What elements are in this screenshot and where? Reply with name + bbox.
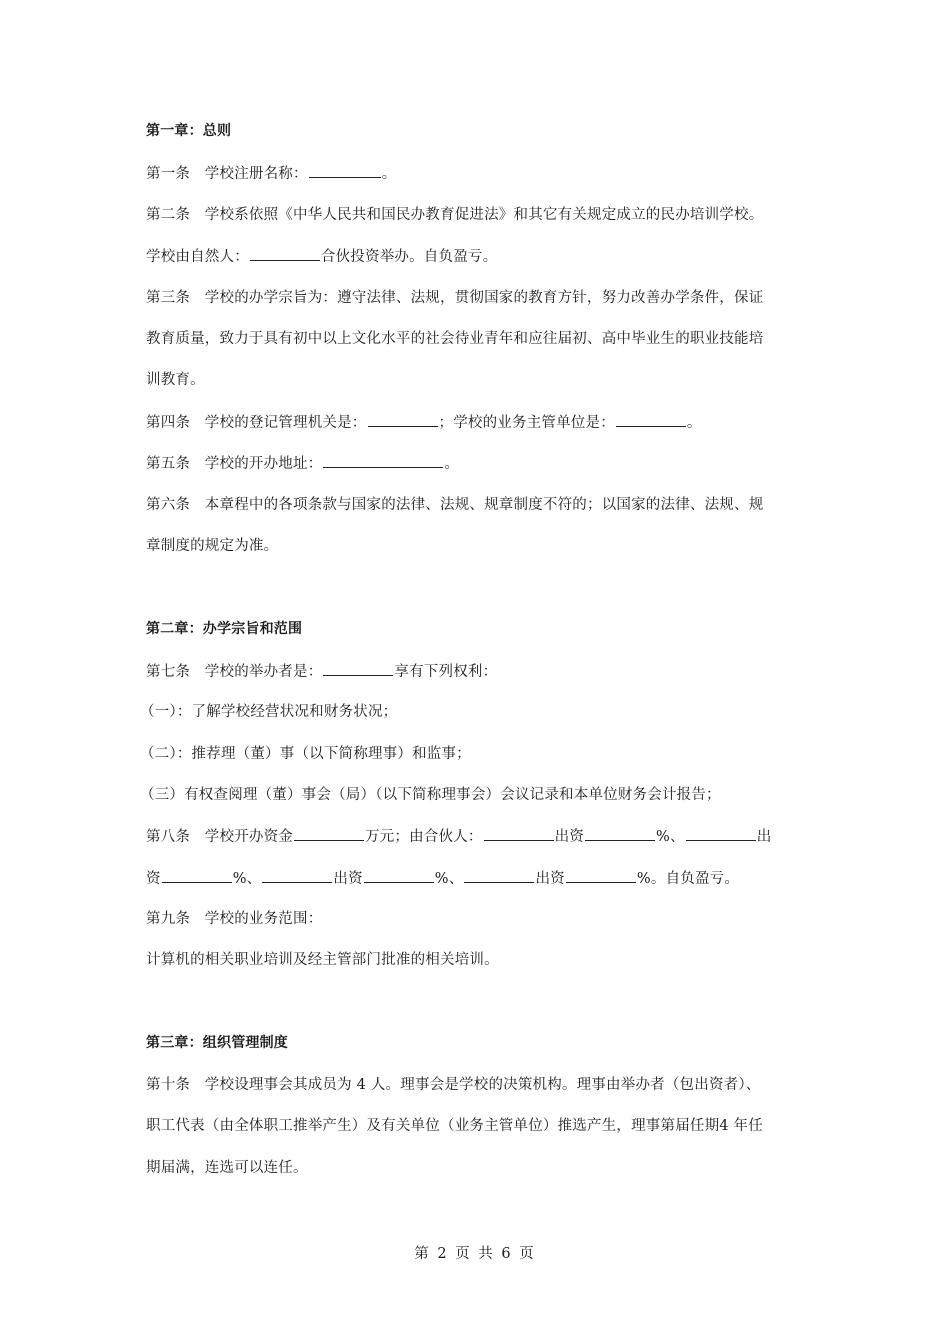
article-10-line-2: 职工代表（由全体职工推举产生）及有关单位（业务主管单位）推选产生，理事第届任期4 年任 [146, 1118, 763, 1134]
article-8-zi: 资 [146, 871, 161, 887]
article-5-text: 第五条 学校的开办地址： [146, 456, 323, 472]
article-8-pct: %、 [656, 829, 685, 845]
article-2-line-2 [146, 246, 497, 267]
fill-in-blank [585, 826, 655, 841]
article-8-pct: %、 [232, 871, 262, 887]
fill-in-blank [364, 868, 434, 883]
article-7-text: 第七条 学校的举办者是： [146, 664, 323, 680]
article-8-wan: 万元；由合伙人： [365, 829, 483, 845]
fill-in-blank [162, 868, 232, 883]
article-4-text: 第四条 学校的登记管理机关是： [146, 415, 367, 431]
fill-in-blank [464, 868, 534, 883]
article-9-line-1: 第九条 学校的业务范围： [146, 911, 323, 927]
fill-in-blank [262, 868, 332, 883]
chapter-3-heading: 第三章：组织管理制度 [146, 1035, 288, 1051]
article-9-line-2: 计算机的相关职业培训及经主管部门批准的相关培训。 [146, 952, 499, 968]
right-item-3: （三）有权查阅理（董）事会（局）（以下简称理事会）会议记录和本单位财务会计报告； [140, 787, 721, 803]
chapter-2-heading: 第二章：办学宗旨和范围 [146, 621, 303, 637]
article-7 [146, 661, 497, 682]
article-1-text: 第一条 学校注册名称： [146, 166, 308, 182]
article-2-line-1: 第二条 学校系依照《中华人民共和国民办教育促进法》和其它有关规定成立的民办培训学校。 [146, 207, 764, 223]
fill-in-blank [484, 826, 554, 841]
article-5-suffix: 。 [444, 456, 460, 472]
article-2-suffix: 合伙投资举办。自负盈亏。 [320, 249, 498, 265]
article-8-pct: %、 [434, 871, 464, 887]
article-4-suffix: 。 [686, 415, 702, 431]
page-number-footer: 第 2 页 共 6 页 [414, 1246, 536, 1262]
article-1 [146, 163, 396, 184]
right-item-1: （一）：了解学校经营状况和财务状况； [140, 704, 398, 720]
article-6-line-2: 章制度的规定为准。 [146, 538, 279, 554]
article-10-line-3: 期届满，连选可以连任。 [146, 1160, 308, 1176]
article-3-line-3: 训教育。 [146, 372, 205, 388]
article-1-suffix: 。 [381, 166, 397, 182]
article-2-text: 学校由自然人： [146, 249, 249, 265]
fill-in-blank [294, 826, 364, 841]
fill-in-blank [616, 412, 686, 427]
article-8-chuzi: 出资 [535, 871, 565, 887]
right-item-2: （二）：推荐理（董）事（以下简称理事）和监事； [140, 746, 471, 762]
article-8-text: 第八条 学校开办资金 [146, 829, 293, 845]
fill-in-blank [323, 453, 443, 468]
fill-in-blank [686, 826, 756, 841]
fill-in-blank [323, 661, 393, 676]
fill-in-blank [309, 163, 381, 178]
article-3-line-2: 教育质量，致力于具有初中以上文化水平的社会待业青年和应往届初、高中毕业生的职业技能培 [146, 331, 764, 347]
article-8-chuzi: 出资 [554, 829, 585, 845]
fill-in-blank [250, 246, 320, 261]
fill-in-blank [368, 412, 438, 427]
article-4 [146, 412, 702, 433]
article-7-suffix: 享有下列权利： [394, 664, 498, 680]
article-5 [146, 453, 459, 474]
article-8-chuzi: 出资 [333, 871, 363, 887]
article-3-line-1: 第三条 学校的办学宗旨为：遵守法律、法规，贯彻国家的教育方针，努力改善办学条件，保证 [146, 290, 764, 306]
article-6-line-1: 第六条 本章程中的各项条款与国家的法律、法规、规章制度不符的；以国家的法律、法规、规 [146, 497, 764, 513]
article-8-line-2 [146, 868, 739, 889]
chapter-1-heading: 第一章：总则 [146, 123, 232, 139]
fill-in-blank [566, 868, 636, 883]
article-8-chu: 出 [756, 829, 772, 845]
article-8-end: %。自负盈亏。 [636, 871, 740, 887]
article-4-middle: ；学校的业务主管单位是： [438, 415, 615, 431]
article-8-line-1 [146, 826, 771, 847]
article-10-line-1: 第十条 学校设理事会其成员为 4 人。理事会是学校的决策机构。理事由举办者（包出资者）、 [146, 1077, 761, 1093]
